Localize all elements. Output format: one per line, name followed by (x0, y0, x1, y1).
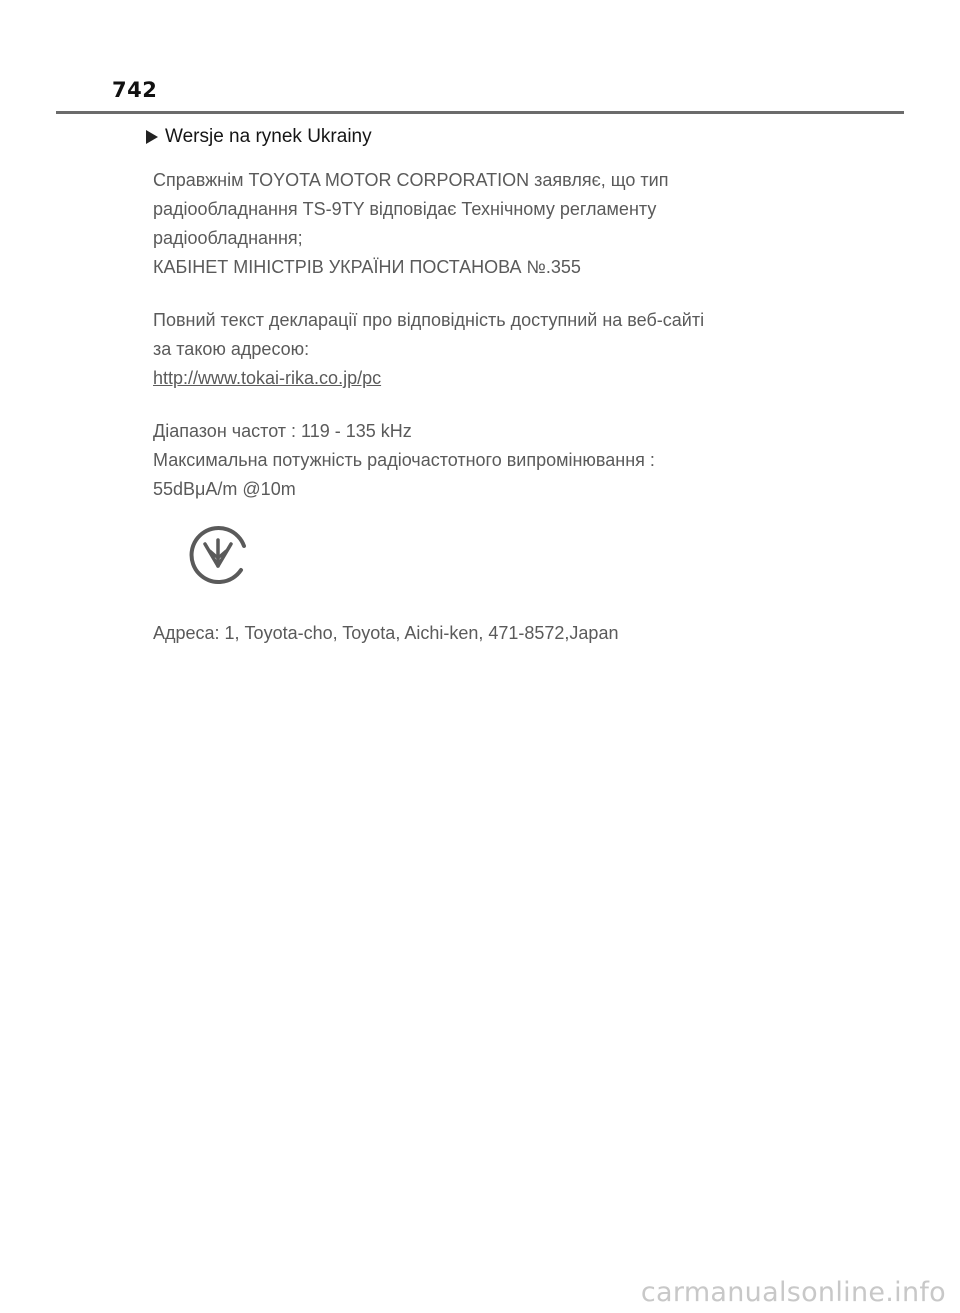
section-heading (146, 126, 372, 148)
spacer (153, 393, 853, 417)
declaration-line: радіообладнання TS-9TY відповідає Технічному регламенту (153, 199, 657, 219)
header-divider (56, 111, 904, 114)
page-number: 742 (112, 78, 158, 102)
declaration-line: радіообладнання; (153, 228, 303, 248)
frequency-range: Діапазон частот : 119 - 135 kHz (153, 421, 412, 441)
ukrainian-conformity-mark-icon (186, 520, 250, 584)
fulltext-line: Повний текст декларації про відповідність доступний на веб-сайті (153, 310, 705, 330)
declaration-block (153, 166, 853, 504)
declaration-line: КАБІНЕТ МІНІСТРІВ УКРАЇНИ ПОСТАНОВА №.355 (153, 257, 581, 277)
fulltext-line: за такою адресою: (153, 339, 310, 359)
declaration-url-link[interactable]: http://www.tokai-rika.co.jp/pc (153, 368, 382, 388)
manufacturer-address: Адреса: 1, Toyota-cho, Toyota, Aichi-ken, 471-8572,Japan (153, 623, 619, 643)
site-watermark: carmanualsonline.info (640, 1277, 946, 1308)
max-power-value: 55dBμA/m @10m (153, 479, 296, 499)
section-heading-text: Wersje na rynek Ukrainy (165, 126, 372, 147)
declaration-line: Справжнім TOYOTA MOTOR CORPORATION заявляє, що тип (153, 170, 669, 190)
spacer (153, 282, 853, 306)
max-power-label: Максимальна потужність радіочастотного випромінювання : (153, 450, 655, 470)
triangle-bullet-icon (146, 130, 158, 144)
